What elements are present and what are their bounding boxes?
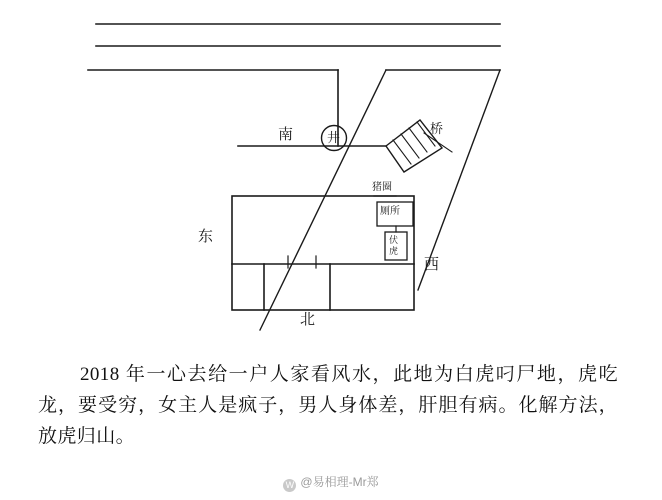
label-south: 南 bbox=[278, 127, 294, 143]
label-pigpen: 猪圈 bbox=[372, 182, 392, 193]
diagonal-road-left-edge bbox=[260, 70, 386, 330]
caption-text: 2018 年一心去给一户人家看风水，此地为白虎叼尸地，虎吃龙，要受穷，女主人是疯子，男人身体差，肝胆有病。化解方法，放虎归山。 bbox=[38, 364, 618, 447]
label-east: 东 bbox=[198, 229, 214, 245]
weibo-icon: W bbox=[283, 479, 296, 492]
label-toilet: 厕所 bbox=[380, 206, 400, 217]
watermark bbox=[0, 473, 662, 492]
label-north: 北 bbox=[300, 312, 316, 328]
label-bridge: 桥 bbox=[430, 121, 444, 136]
label-well: 井 bbox=[327, 130, 341, 145]
label-west: 西 bbox=[424, 257, 440, 273]
label-crouching-tiger-1: 伏 bbox=[389, 235, 399, 245]
watermark-text: @易相理-Mr郑 bbox=[300, 475, 379, 489]
label-crouching-tiger-2: 虎 bbox=[389, 246, 399, 256]
